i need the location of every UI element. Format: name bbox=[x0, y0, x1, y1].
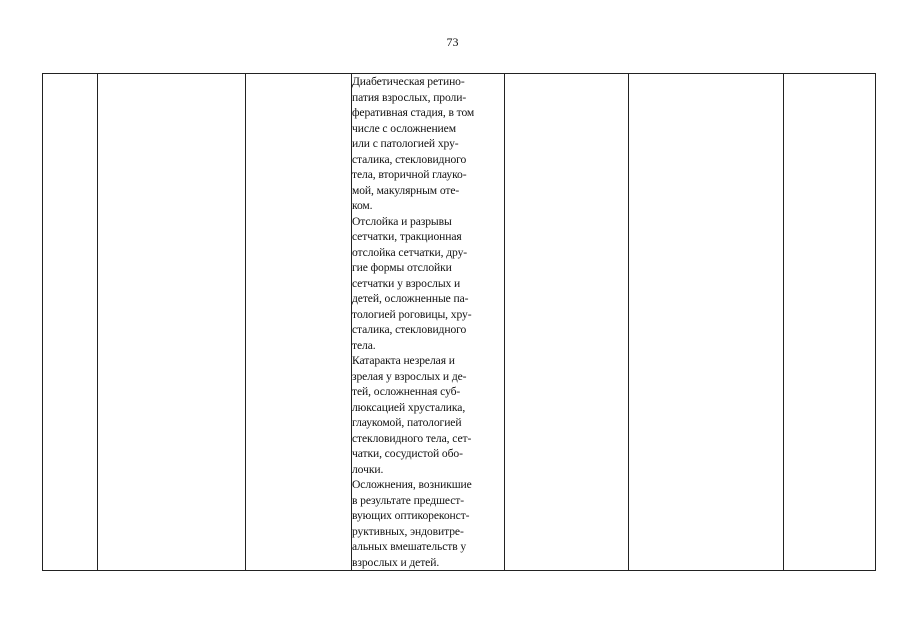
text-line: в результате предшест- bbox=[352, 493, 465, 507]
text-line: сталика, стекловидного bbox=[352, 323, 467, 336]
text-line: стекловидного тела, сет- bbox=[352, 431, 472, 445]
text-line: или с патологией хру- bbox=[352, 137, 459, 150]
text-line: тей, осложненная суб- bbox=[352, 385, 461, 398]
text-line: гие формы отслойки bbox=[352, 261, 452, 274]
text-line: Осложнения, возникшие bbox=[352, 478, 472, 491]
table-cell-col-2 bbox=[98, 74, 246, 571]
text-line: лочки. bbox=[352, 462, 384, 476]
text-line: тологией роговицы, хру- bbox=[352, 307, 472, 321]
table-cell-col-7 bbox=[784, 74, 876, 571]
text-line: детей, осложненные па- bbox=[352, 292, 469, 305]
text-line: мой, макулярным оте- bbox=[352, 183, 460, 197]
text-line: Диабетическая ретино- bbox=[352, 75, 465, 88]
text-line: ком. bbox=[352, 199, 373, 212]
text-line: люксацией хрусталика, bbox=[352, 400, 466, 414]
text-line: Отслойка и разрывы bbox=[352, 214, 452, 228]
text-line: зрелая у взрослых и де- bbox=[352, 369, 467, 383]
text-line: глаукомой, патологией bbox=[352, 416, 462, 429]
text-line: сетчатки, тракционная bbox=[352, 230, 462, 243]
table-cell-col-6 bbox=[629, 74, 784, 571]
table-cell-col-5 bbox=[505, 74, 629, 571]
table-row bbox=[43, 74, 876, 571]
page-number: 73 bbox=[446, 35, 459, 49]
text-line: Катаракта незрелая и bbox=[352, 354, 455, 367]
diagnosis-cell bbox=[352, 74, 505, 571]
table-cell-col-3 bbox=[246, 74, 352, 571]
text-line: взрослых и детей. bbox=[352, 555, 440, 569]
table-cell-col-1 bbox=[43, 74, 98, 571]
text-line: альных вмешательств у bbox=[352, 540, 467, 553]
text-line: руктивных, эндовитре- bbox=[352, 524, 464, 538]
text-line: сетчатки у взрослых и bbox=[352, 276, 461, 290]
text-line: вующих оптикореконст- bbox=[352, 509, 470, 522]
text-line: числе с осложнением bbox=[352, 121, 456, 135]
text-line: феративная стадия, в том bbox=[352, 106, 475, 119]
text-line: тела, вторичной глауко- bbox=[352, 168, 467, 181]
document-table bbox=[42, 73, 876, 571]
text-line: патия взрослых, проли- bbox=[352, 90, 467, 104]
text-line: тела. bbox=[352, 338, 376, 352]
text-line: сталика, стекловидного bbox=[352, 152, 467, 166]
text-line: чатки, сосудистой обо- bbox=[352, 447, 463, 460]
text-line: отслойка сетчатки, дру- bbox=[352, 245, 468, 259]
